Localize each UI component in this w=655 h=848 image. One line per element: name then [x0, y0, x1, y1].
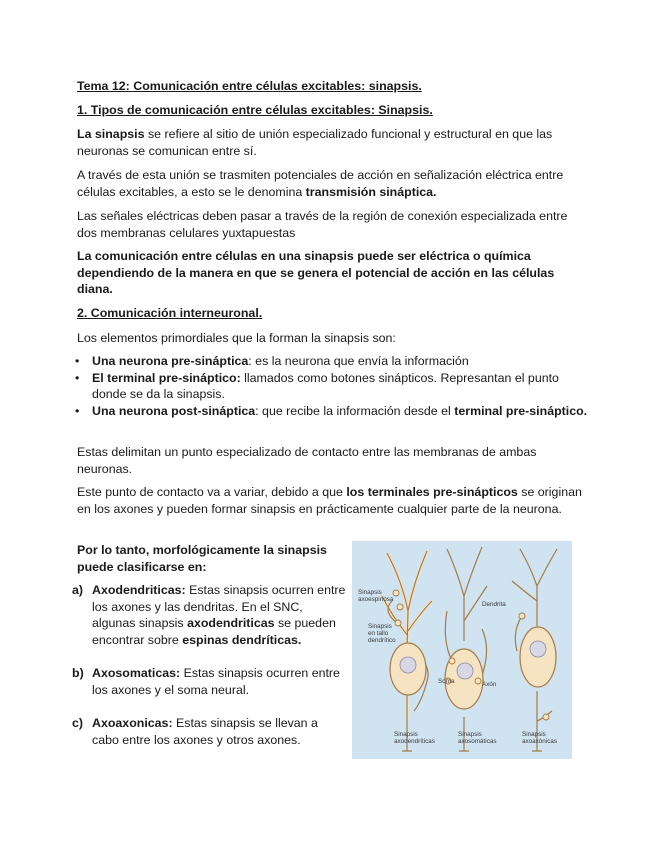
- section-2-title: 2. Comunicación interneuronal.: [77, 306, 263, 320]
- caption-axoaxonic-1: Sinapsis: [522, 731, 546, 738]
- item-marker: a): [72, 583, 84, 597]
- bullet-dot: •: [75, 370, 80, 385]
- item-marker: c): [72, 716, 84, 730]
- list-item: [72, 582, 347, 648]
- item-text: : que recibe la información desde el: [255, 403, 455, 418]
- list-item: [72, 665, 347, 698]
- paragraph-morphology-intro: Por lo tanto, morfológicamente la sinapsis puede clasificarse en:: [77, 543, 327, 574]
- caption-axosomatic-2: axosomáticas: [458, 738, 497, 745]
- synapse-types-figure: [352, 541, 572, 759]
- paragraph-electric-chemical: La comunicación entre células en una sinapsis puede ser eléctrica o química dependiendo de la manera en que se genera el potencial de acción en las células diana.: [77, 249, 555, 296]
- list-item: [77, 353, 592, 370]
- paragraph-contact-point: [77, 484, 587, 517]
- bullet-dot: •: [75, 354, 80, 368]
- paragraph-synapse-definition: [77, 126, 587, 159]
- item-text: llamados como botones sinápticos. Represantan el punto donde se da la sinapsis.: [92, 370, 559, 401]
- label-axoespinosa-1: Sinapsis: [358, 589, 382, 596]
- label-tallo-2: en tallo: [368, 630, 389, 637]
- caption-axodendritic-1: Sinapsis: [394, 731, 418, 738]
- paragraph-transmission: [77, 167, 587, 200]
- item-text: : es la neurona que envía la información: [248, 354, 469, 368]
- list-item: [77, 403, 592, 420]
- synapse-classification-list: [72, 582, 347, 748]
- paragraph-text: Este punto de contacto va a variar, debido a que: [77, 485, 347, 499]
- paragraph-text: se refiere al sitio de unión especializado funcional y estructural en que las neuronas se comunican entre sí.: [77, 127, 553, 158]
- bullet-dot: •: [75, 403, 80, 418]
- item-term-2: terminal pre-sináptico.: [454, 403, 588, 418]
- list-item: [72, 715, 347, 748]
- item-text: Estas sinapsis ocurren entre los axones y el soma neural.: [92, 666, 340, 697]
- item-term: Axodendriticas:: [92, 583, 186, 597]
- caption-axoaxonic-2: axoaxónicas: [522, 738, 558, 745]
- paragraph-text: se originan en los axones y pueden formar sinapsis en prácticamente cualquier parte de la neurona.: [77, 485, 582, 516]
- term-transmision: transmisión sináptica.: [305, 184, 437, 199]
- document-heading: Tema 12: Comunicación entre células excitables: sinapsis.: [77, 79, 422, 93]
- label-tallo-3: dendrítico: [368, 637, 396, 644]
- paragraph-elements-intro: Los elementos primordiales que la forman la sinapsis son:: [77, 331, 396, 345]
- item-text-2: se pueden encontrar sobre: [92, 616, 336, 647]
- item-term-2: axodendriticas: [187, 616, 275, 630]
- section-1-title: 1. Tipos de comunicación entre células excitables: Sinapsis.: [77, 103, 433, 117]
- paragraph-text: A través de esta unión se trasmiten potenciales de acción en señalización eléctrica entre células excitables, a esto se le denomina: [77, 168, 564, 199]
- label-axoespinosa-2: axoespinosa: [358, 596, 394, 603]
- item-term: El terminal pre-sináptico:: [92, 370, 241, 385]
- label-tallo-1: Sinapsis: [368, 623, 392, 630]
- list-item: [77, 370, 592, 403]
- caption-axosomatic-1: Sinapsis: [458, 731, 482, 738]
- term-terminales: los terminales pre-sinápticos: [346, 485, 518, 499]
- item-term: Una neurona post-sináptica: [92, 403, 256, 418]
- nucleus-3: [530, 641, 546, 657]
- item-term: Axosomaticas:: [92, 666, 181, 680]
- nucleus-1: [400, 657, 416, 673]
- item-marker: b): [72, 666, 84, 680]
- nucleus-2: [457, 663, 473, 679]
- item-term: Axoaxonicas:: [92, 716, 173, 730]
- caption-axodendritic-2: axodendríticas: [394, 738, 435, 745]
- synapse-elements-list: [77, 353, 592, 419]
- item-text: Estas sinapsis ocurren entre los axones y las dendritas. En el SNC, algunas sinapsis: [92, 583, 346, 630]
- term-sinapsis: La sinapsis: [77, 127, 145, 141]
- label-soma: Soma: [438, 678, 455, 685]
- paragraph-delimit: Estas delimitan un punto especializado de contacto entre las membranas de ambas neuronas.: [77, 445, 537, 476]
- item-text: Estas sinapsis se llevan a cabo entre los axones y otros axones.: [92, 716, 318, 747]
- item-term-3: espinas dendríticas.: [182, 632, 302, 647]
- item-term: Una neurona pre-sináptica: [92, 354, 249, 368]
- label-axon: Axón: [482, 681, 497, 688]
- paragraph-electric-signals: Las señales eléctricas deben pasar a través de la región de conexión especializada entre dos membranas celulares yuxtapuestas: [77, 209, 568, 240]
- label-dendrita: Dendrita: [482, 601, 506, 608]
